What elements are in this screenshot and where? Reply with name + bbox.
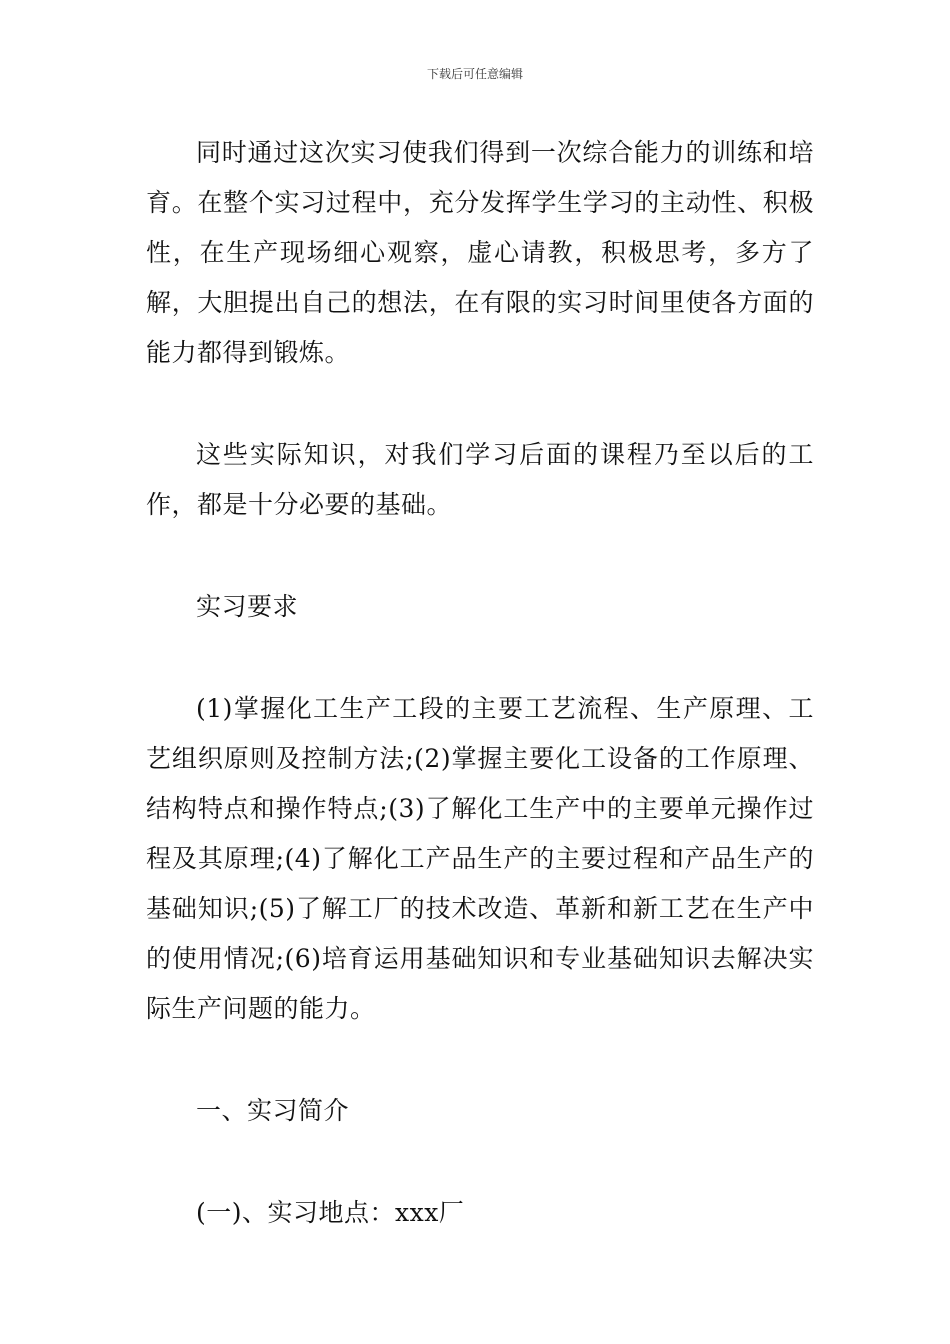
page-header-note: 下载后可任意编辑 — [426, 67, 523, 81]
heading-requirements: 实习要求 — [196, 592, 299, 621]
paragraph-gap — [146, 1034, 814, 1086]
document-body — [146, 128, 814, 1238]
heading-location: (一)、实习地点：xxx厂 — [196, 1198, 465, 1227]
paragraph-gap — [146, 632, 814, 684]
heading-introduction: 一、实习简介 — [196, 1096, 350, 1125]
paragraph-gap — [146, 530, 814, 582]
paragraph-training: 同时通过这次实习使我们得到一次综合能力的训练和培育。在整个实习过程中，充分发挥学生学习的主动性、积极性，在生产现场细心观察，虚心请教，积极思考，多方了解，大胆提出自己的想法，在有限的实习时间里使各方面的能力都得到锻炼。 — [146, 138, 814, 367]
paragraph-knowledge: 这些实际知识，对我们学习后面的课程乃至以后的工作，都是十分必要的基础。 — [146, 440, 814, 519]
paragraph-requirements-list: (1)掌握化工生产工段的主要工艺流程、生产原理、工艺组织原则及控制方法;(2)掌握主要化工设备的工作原理、结构特点和操作特点;(3)了解化工生产中的主要单元操作过程及其原理;(4)了解化工产品生产的主要过程和产品生产的基础知识;(5)了解工厂的技术改造、革新和新工艺在生产中的使用情况;(6)培育运用基础知识和专业基础知识去解决实际生产问题的能力。 — [146, 694, 814, 1023]
paragraph-gap — [146, 378, 814, 430]
paragraph-gap — [146, 1136, 814, 1188]
